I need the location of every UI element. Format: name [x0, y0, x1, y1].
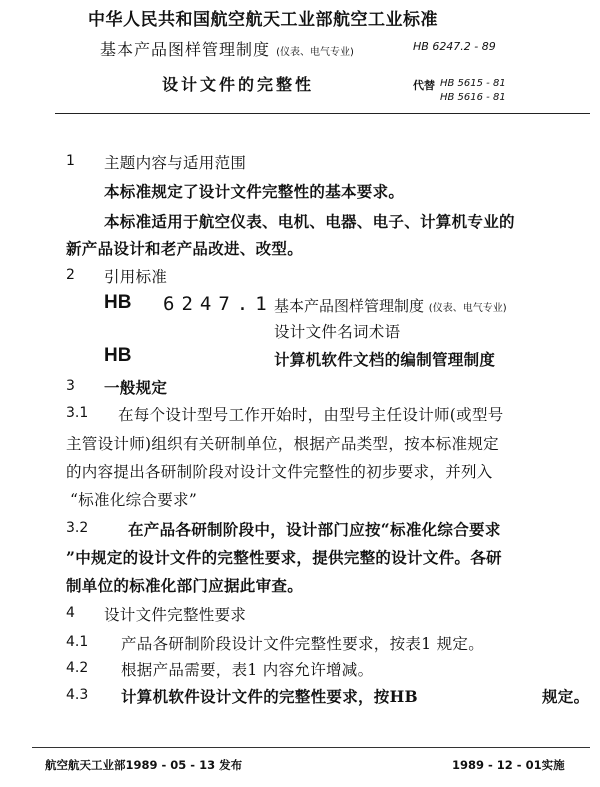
standard-title-scope: (仪表、电气专业) — [276, 47, 354, 58]
clause-4-1-text: 产品各研制阶段设计文件完整性要求，按表1 规定。 — [121, 635, 484, 653]
clause-3-2-text: 在产品各研制阶段中，设计部门应按“标准化综合要求 — [128, 520, 501, 539]
reference-title: 设计文件名词术语 — [274, 323, 401, 341]
clause-3-1-text: 的内容提出各研制阶段对设计文件完整性的初步要求，并列入 — [66, 463, 493, 481]
clause-3-1-text: 主管设计师)组织有关研制单位，根据产品类型，按本标准规定 — [66, 435, 499, 453]
section-2-number: 2 — [66, 267, 75, 283]
clause-3-1-text: 在每个设计型号工作开始时，由型号主任设计师(或型号 — [118, 406, 504, 424]
standard-title-text: 基本产品图样管理制度 — [100, 40, 271, 59]
section-1-number: 1 — [66, 153, 75, 169]
replaces-label: 代替 — [413, 79, 435, 92]
clause-4-2-number: 4.2 — [66, 660, 89, 676]
section-4-number: 4 — [66, 605, 75, 621]
standard-code: HB 6247.2 - 89 — [413, 40, 496, 53]
footer-divider — [32, 747, 590, 748]
clause-4-3-tail: 规定。 — [542, 687, 590, 706]
section-3-number: 3 — [66, 378, 75, 394]
reference-number: 6247.1 — [163, 293, 274, 315]
clause-4-3-number: 4.3 — [66, 687, 89, 703]
section-1-paragraph: 本标准规定了设计文件完整性的基本要求。 — [104, 182, 405, 201]
section-3-heading: 一般规定 — [104, 378, 168, 397]
clause-3-1-text: “标准化综合要求” — [70, 491, 198, 509]
replaces-item: HB 5616 - 81 — [440, 92, 506, 103]
issue-date: 航空航天工业部1989 - 05 - 13 发布 — [45, 758, 243, 772]
reference-prefix: HB — [104, 292, 132, 313]
standard-organization: 中华人民共和国航空航天工业部航空工业标准 — [88, 10, 438, 30]
header-divider — [55, 113, 590, 114]
clause-3-1-number: 3.1 — [66, 405, 89, 421]
section-2-heading: 引用标准 — [104, 268, 168, 286]
section-1-heading: 主题内容与适用范围 — [104, 154, 247, 172]
clause-3-2-text: ”中规定的设计文件的完整性要求，提供完整的设计文件。各研 — [66, 548, 502, 567]
replaces-item: HB 5615 - 81 — [440, 78, 506, 89]
section-1-paragraph: 本标准适用于航空仪表、电机、电器、电子、计算机专业的 — [104, 212, 515, 231]
clause-3-2-text: 制单位的标准化部门应据此审查。 — [66, 576, 304, 595]
reference-title — [274, 295, 507, 316]
reference-title-scope: (仪表、电气专业) — [428, 303, 507, 314]
reference-prefix: HB — [104, 345, 132, 366]
clause-4-2-text: 根据产品需要，表1 内容允许增减。 — [121, 661, 374, 679]
standard-title — [100, 37, 354, 60]
section-1-paragraph: 新产品设计和老产品改进、改型。 — [66, 239, 304, 258]
reference-title: 计算机软件文档的编制管理制度 — [274, 350, 496, 369]
effective-date: 1989 - 12 - 01实施 — [452, 758, 565, 772]
standard-subtitle: 设计文件的完整性 — [162, 75, 315, 94]
clause-3-2-number: 3.2 — [66, 520, 89, 536]
reference-title-text: 基本产品图样管理制度 — [274, 297, 425, 315]
section-4-heading: 设计文件完整性要求 — [104, 606, 247, 624]
clause-4-3-text: 计算机软件设计文件的完整性要求，按HB — [121, 687, 418, 706]
clause-4-1-number: 4.1 — [66, 634, 89, 650]
